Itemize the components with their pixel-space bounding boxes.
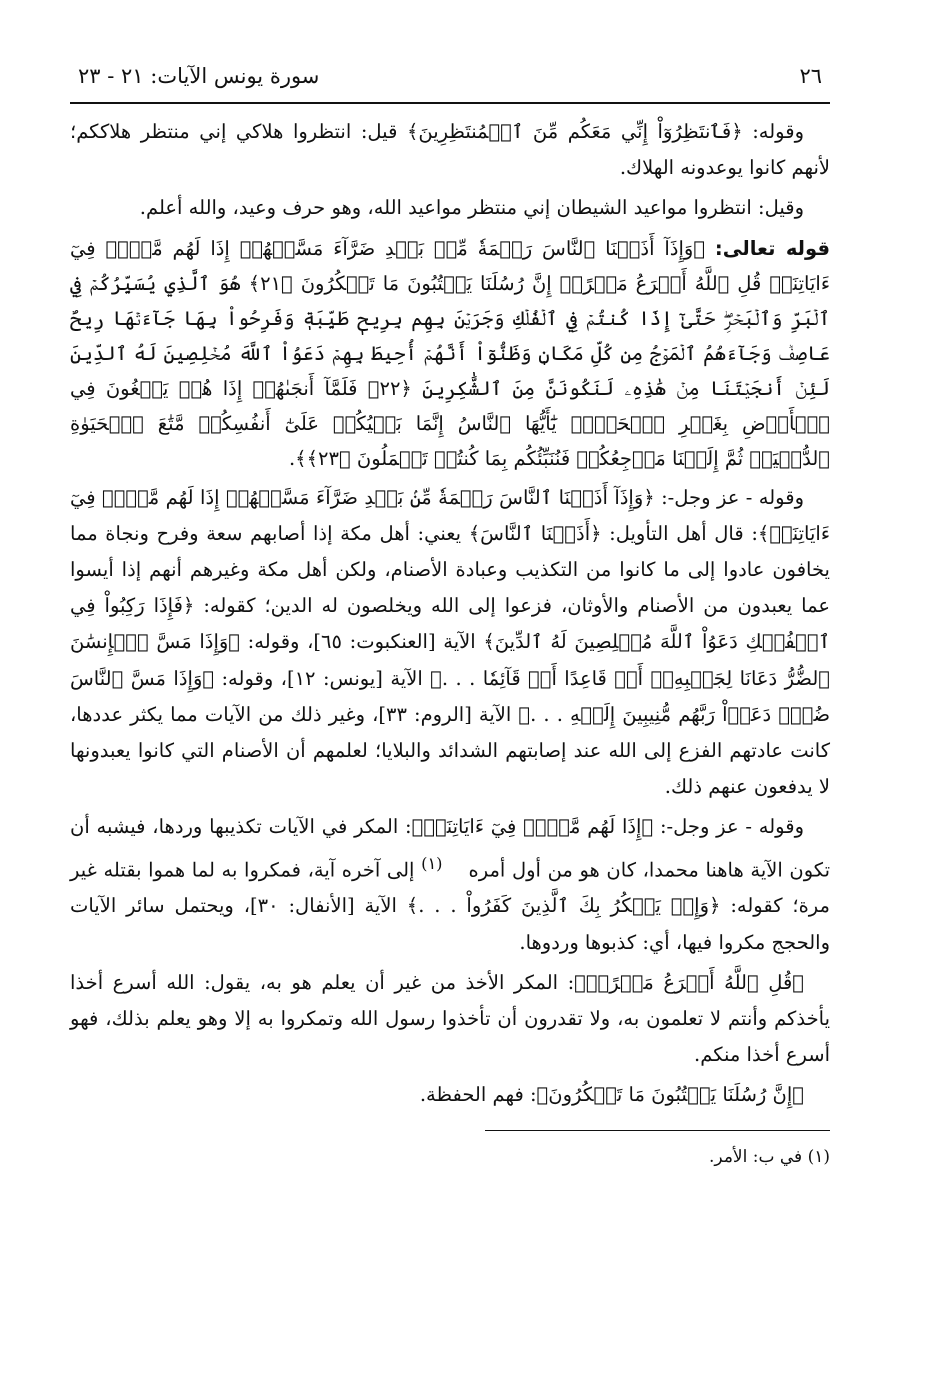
- footnote: [70, 1143, 830, 1171]
- commentary-paragraph: ﴿إِنَّ رُسُلَنَا يَكۡتُبُونَ مَا تَمۡكُرُونَ﴾: فهم الحفظة.: [419, 1083, 804, 1107]
- footnote-text: في ب: الأمر.: [709, 1146, 808, 1167]
- verse-text: ﴿وَإِذَآ أَذَقۡنَا ٱلنَّاسَ رَحۡمَةٗ مِّنۢ بَعۡدِ ضَرَّآءَ مَسَّتۡهُمۡ إِذَا لَهُم مَّكۡرٞ فِيٓ ءَايَاتِنَاۚ قُلِ ٱللَّهُ أَسۡرَعُ مَكۡرًاۚ إِنَّ رُسُلَنَا يَكۡتُبُونَ مَا تَمۡكُرُونَ ﴿٢١﴾ هُوَ ٱلَّذِي يُسَيِّرُكُمۡ فِي ٱلۡبَرِّ وَٱلۡبَحۡرِۖ حَتَّىٰٓ إِذَا كُنتُمۡ فِي ٱلۡفُلۡكِ وَجَرَيۡنَ بِهِم بِرِيحٖ طَيِّبَةٖ وَفَرِحُواْ بِهَا جَآءَتۡهَا رِيحٌ عَاصِفٞ وَجَآءَهُمُ ٱلۡمَوۡجُ مِن كُلِّ مَكَانٖ وَظَنُّوٓاْ أَنَّهُمۡ أُحِيطَ بِهِمۡ دَعَوُاْ ٱللَّهَ مُخۡلِصِينَ لَهُ ٱلدِّينَ لَئِنۡ أَنجَيۡتَنَا مِنۡ هَٰذِهِۦ لَنَكُونَنَّ مِنَ ٱلشَّٰكِرِينَ ﴿٢٢﴾ فَلَمَّآ أَنجَىٰهُمۡ إِذَا هُمۡ يَبۡغُونَ فِي ٱلۡأَرۡضِ بِغَيۡرِ ٱلۡحَقِّۗ يَٰٓأَيُّهَا ٱلنَّاسُ إِنَّمَا بَغۡيُكُمۡ عَلَىٰٓ أَنفُسِكُمۖ مَّتَٰعَ ٱلۡحَيَوٰةِ ٱلدُّنۡيَاۖ ثُمَّ إِلَيۡنَا مَرۡجِعُكُمۡ فَنُنَبِّئُكُم بِمَا كُنتُمۡ تَعۡمَلُونَ ﴿٢٣﴾﴾.: [70, 236, 830, 470]
- verse-lead-label: قوله تعالى:: [714, 236, 830, 260]
- header-divider: [70, 102, 830, 104]
- footnote-divider: [485, 1130, 830, 1131]
- footnote-reference: (١): [421, 853, 443, 873]
- commentary-paragraph: [70, 809, 830, 960]
- footnote-marker: (١): [807, 1146, 830, 1167]
- commentary-text: إلى آخره آية، فمكروا به لما هموا بقتله غير مرة؛ كقوله: ﴿وَإِذۡ يَمۡكُرُ بِكَ ٱلَّذِينَ كَفَرُواْ . . .﴾ الآية [الأنفال: ٣٠]، ويحتمل سائر الآيات والحجج مكروا فيها، أي: كذبوها وردوها.: [70, 858, 831, 954]
- commentary-paragraph: ﴿قُلِ ٱللَّهُ أَسۡرَعُ مَكۡرًاۚ﴾: المكر الأخذ من غير أن يعلم هو به، يقول: الله أسرع أخذا يأخذكم وأنتم لا تعلمون به، ولا تقدرون أن تأخذوا رسول الله وتمكروا به إلا وهو يعلم بذلك، فهو أسرع أخذا منكم.: [70, 970, 830, 1067]
- commentary-text: وقوله - عز وجل-: ﴿إِذَا لَهُم مَّكۡرٞ فِيٓ ءَايَاتِنَاۚ﴾: المكر في الآيات تكذيبها وردها، فيشبه أن تكون الآية هاهنا محمدا، كان هو من أول أمره: [70, 815, 830, 882]
- book-page: [70, 58, 830, 1358]
- body-paragraph: وقوله: ﴿فَٱنتَظِرُوٓاْ إِنِّي مَعَكُم مِّنَ ٱلۡمُنتَظِرِينَ﴾ قيل: انتظروا هلاكي إني منتظر هلاككم؛ لأنهم كانوا يوعدونه الهلاك.: [70, 120, 830, 180]
- commentary-paragraph: وقوله - عز وجل-: ﴿وَإِذَآ أَذَقۡنَا ٱلنَّاسَ رَحۡمَةٗ مِّنۢ بَعۡدِ ضَرَّآءَ مَسَّتۡهُمۡ إِذَا لَهُم مَّكۡرٞ فِيٓ ءَايَاتِنَاۚ﴾: قال أهل التأويل: ﴿أَذَقۡنَا ٱلنَّاسَ﴾ يعني: أهل مكة إذا أصابهم سعة وفرح ونجاة مما يخافون عادوا إلى ما كانوا من التكذيب وعبادة الأصنام، ولكن أهل مكة وغيرهم أنهم إذا أيسوا عما يعبدون من الأصنام والأوثان، فزعوا إلى الله ويخلصون له الدين؛ كقوله: ﴿فَإِذَا رَكِبُواْ فِي ٱلۡفُلۡكِ دَعَوُاْ ٱللَّهَ مُخۡلِصِينَ لَهُ ٱلدِّينَ﴾ الآية [العنكبوت: ٦٥]، وقوله: ﴿وَإِذَا مَسَّ ٱلۡإِنسَٰنَ ٱلضُّرُّ دَعَانَا لِجَنۢبِهِۦٓ أَوۡ قَاعِدًا أَوۡ قَآئِمٗا . . .﴾ الآية [يونس: ١٢]، وقوله: ﴿وَإِذَا مَسَّ ٱلنَّاسَ ضُرّٞ دَعَوۡاْ رَبَّهُم مُّنِيبِينَ إِلَيۡهِ . . .﴾ الآية [الروم: ٣٣]، وغير ذلك من الآيات مما يكثر عددها، كانت عادتهم الفزع إلى الله عند إصابتهم الشدائد والبلايا؛ لعلمهم أن الأصنام التي كانوا يعبدونها لا يدفعون عنهم ذلك.: [70, 485, 830, 799]
- page-number: ٢٦: [799, 64, 822, 88]
- body-paragraph: وقيل: انتظروا مواعيد الشيطان إني منتظر مواعيد الله، وهو حرف وعيد، والله أعلم.: [139, 196, 804, 220]
- page-header: [70, 58, 830, 94]
- quran-verse-block: [70, 231, 830, 476]
- running-title: سورة يونس الآيات: ٢١ - ٢٣: [78, 64, 320, 88]
